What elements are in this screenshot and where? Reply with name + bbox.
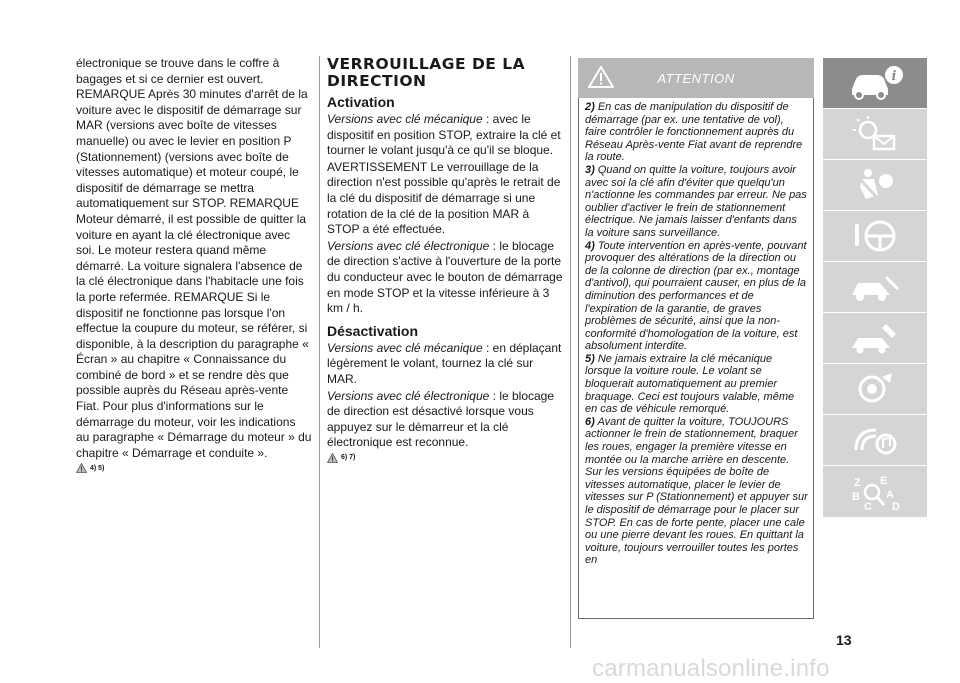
car-info-icon (846, 63, 904, 103)
airbag-icon (846, 165, 904, 205)
text-column-middle (327, 56, 563, 463)
chapter-tab-starting-driving[interactable] (823, 211, 927, 262)
attention-body (578, 98, 814, 619)
attention-item: 2) En cas de manipulation du dispositif de démarrage (par ex. une tentative de vol), faire contrôler le fonctionnement auprès du Réseau Après-vente Fiat avant de reprendre la route. (585, 101, 803, 164)
svg-text:i: i (891, 69, 897, 84)
svg-text:B: B (852, 490, 860, 503)
text-column-left (76, 56, 312, 473)
activation-heading: Activation (327, 94, 395, 110)
warning-refs-text: 4) 5) (90, 464, 105, 472)
index-icon (846, 472, 904, 512)
chapter-tab-warning-lights[interactable] (823, 109, 927, 160)
section-title: VERROUILLAGE DE LA DIRECTION (327, 55, 526, 90)
warning-lights-icon (846, 114, 904, 154)
svg-text:D: D (892, 500, 900, 512)
warning-refs-text: 6) 7) (341, 454, 356, 462)
steering-wheel-icon (846, 216, 904, 256)
svg-text:E: E (880, 474, 888, 487)
activation-mechanical-key: Versions avec clé mécanique : avec le dispositif en position STOP, extraire la clé et tourner le volant jusqu'à ce qu'il se bloque. (327, 112, 561, 158)
warning-refs (76, 463, 312, 473)
breakdown-icon (846, 267, 904, 307)
column-divider (319, 56, 320, 648)
attention-item: 6) Avant de quitter la voiture, TOUJOURS actionner le frein de stationnement, braquer les roues, engager la première vitesse en montée ou la marche arrière en descente. Sur les versions équipées de boîte de vitesses automatique, placer le levier de vitesses sur P (Stationnement) et appuyer sur le dispositif de démarrage pour le placer sur STOP. En cas de forte pente, placer une cale ou une pierre devant les roues. En quittant la voiture, toujours verrouiller toutes les portes en (585, 415, 808, 567)
column-divider (570, 56, 571, 648)
technical-data-icon (846, 369, 904, 409)
chapter-tab-index[interactable] (823, 466, 927, 518)
chapter-tab-car-info[interactable] (823, 58, 927, 109)
attention-title: ATTENTION (657, 70, 735, 86)
chapter-tab-multimedia[interactable] (823, 415, 927, 466)
deactivation-electronic-key: Versions avec clé électronique : le blocage de direction est désactivé lorsque vous appuyez sur le démarreur et la clé électronique est reconnue. (327, 388, 555, 450)
watermark: carmanualsonline.info (592, 655, 830, 682)
chapter-sidebar (823, 58, 927, 518)
svg-text:C: C (864, 500, 872, 512)
svg-text:Z: Z (854, 476, 861, 489)
chapter-tab-technical-data[interactable] (823, 364, 927, 415)
warning-icon (327, 453, 338, 463)
chapter-tab-emergency[interactable] (823, 262, 927, 313)
activation-electronic-key: Versions avec clé électronique : le blocage de direction s'active à l'ouverture de la porte du conducteur avec le bouton de démarrage en mode STOP et la vitesse inférieure à 3 km / h. (327, 238, 563, 316)
deactivation-heading: Désactivation (327, 322, 419, 339)
attention-item: 5) Ne jamais extraire la clé mécanique lorsque la voiture roule. Le volant se bloquerait automatiquement au premier braquage. Ceci est toujours valable, même en cas de véhicule remorqué. (585, 352, 795, 416)
multimedia-icon (846, 420, 904, 460)
svg-text:A: A (886, 488, 894, 501)
warning-refs (327, 453, 563, 463)
attention-panel (578, 58, 814, 619)
attention-header (578, 58, 814, 98)
warning-icon (76, 463, 87, 473)
chapter-tab-maintenance[interactable] (823, 313, 927, 364)
activation-warning: AVERTISSEMENT Le verrouillage de la direction n'est possible qu'après le retrait de la clé du dispositif de démarrage si une rotation de la clé de la position MAR à STOP a été effectuée. (327, 159, 561, 237)
attention-item: 4) Toute intervention en après-vente, pouvant provoquer des altérations de la direction ou de la colonne de direction (par ex., montage d'antivol), qui pourraient causer, en plus de la diminution des performances et de l'expiration de la garantie, de graves problèmes de sécurité, ainsi que la non-conformité d'homologation de la voiture, est absolument interdite. (585, 239, 807, 353)
maintenance-icon (846, 318, 904, 358)
chapter-tab-safety[interactable] (823, 160, 927, 211)
body-paragraph: électronique se trouve dans le coffre à bagages et si ce dernier est ouvert. REMARQUE Après 30 minutes d'arrêt de la voiture avec le dispositif de démarrage sur MAR (versions avec boîte de vitesses manuelle) ou avec le levier en position P (Stationnement) (versions avec boîte de vitesses automatique) et moteur coupé, le dispositif de démarrage se mettra automatiquement sur STOP. REMARQUE Moteur démarré, il est possible de quitter la voiture en ayant la clé électronique avec soi. Le moteur restera quand même démarré. La voiture signalera l'absence de la clé électronique dans l'habitacle une fois la porte refermée. REMARQUE Si le dispositif ne fonctionne pas lorsque l'on effectue la coupure du moteur, se référer, si disponible, à la description du paragraphe « Écran » au chapitre « Connaissance du combiné de bord » et se rendre dès que possible auprès du Réseau après-vente Fiat. Pour plus d'informations sur le démarrage du moteur, voir les indications au paragraphe « Démarrage du moteur » du chapitre « Démarrage et conduite ». (76, 56, 312, 460)
warning-triangle-icon (588, 66, 614, 88)
deactivation-mechanical-key: Versions avec clé mécanique : en déplaçant légèrement le volant, tournez la clé sur MAR. (327, 340, 562, 386)
attention-item: 3) Quand on quitte la voiture, toujours avoir avec soi la clé afin d'éviter que quelqu'un n'actionne les commandes par erreur. Ne pas oublier d'activer le frein de stationnement électrique. Ne jamais laisser d'enfants dans la voiture sans surveillance. (585, 163, 807, 239)
page-number: 13 (836, 632, 852, 648)
